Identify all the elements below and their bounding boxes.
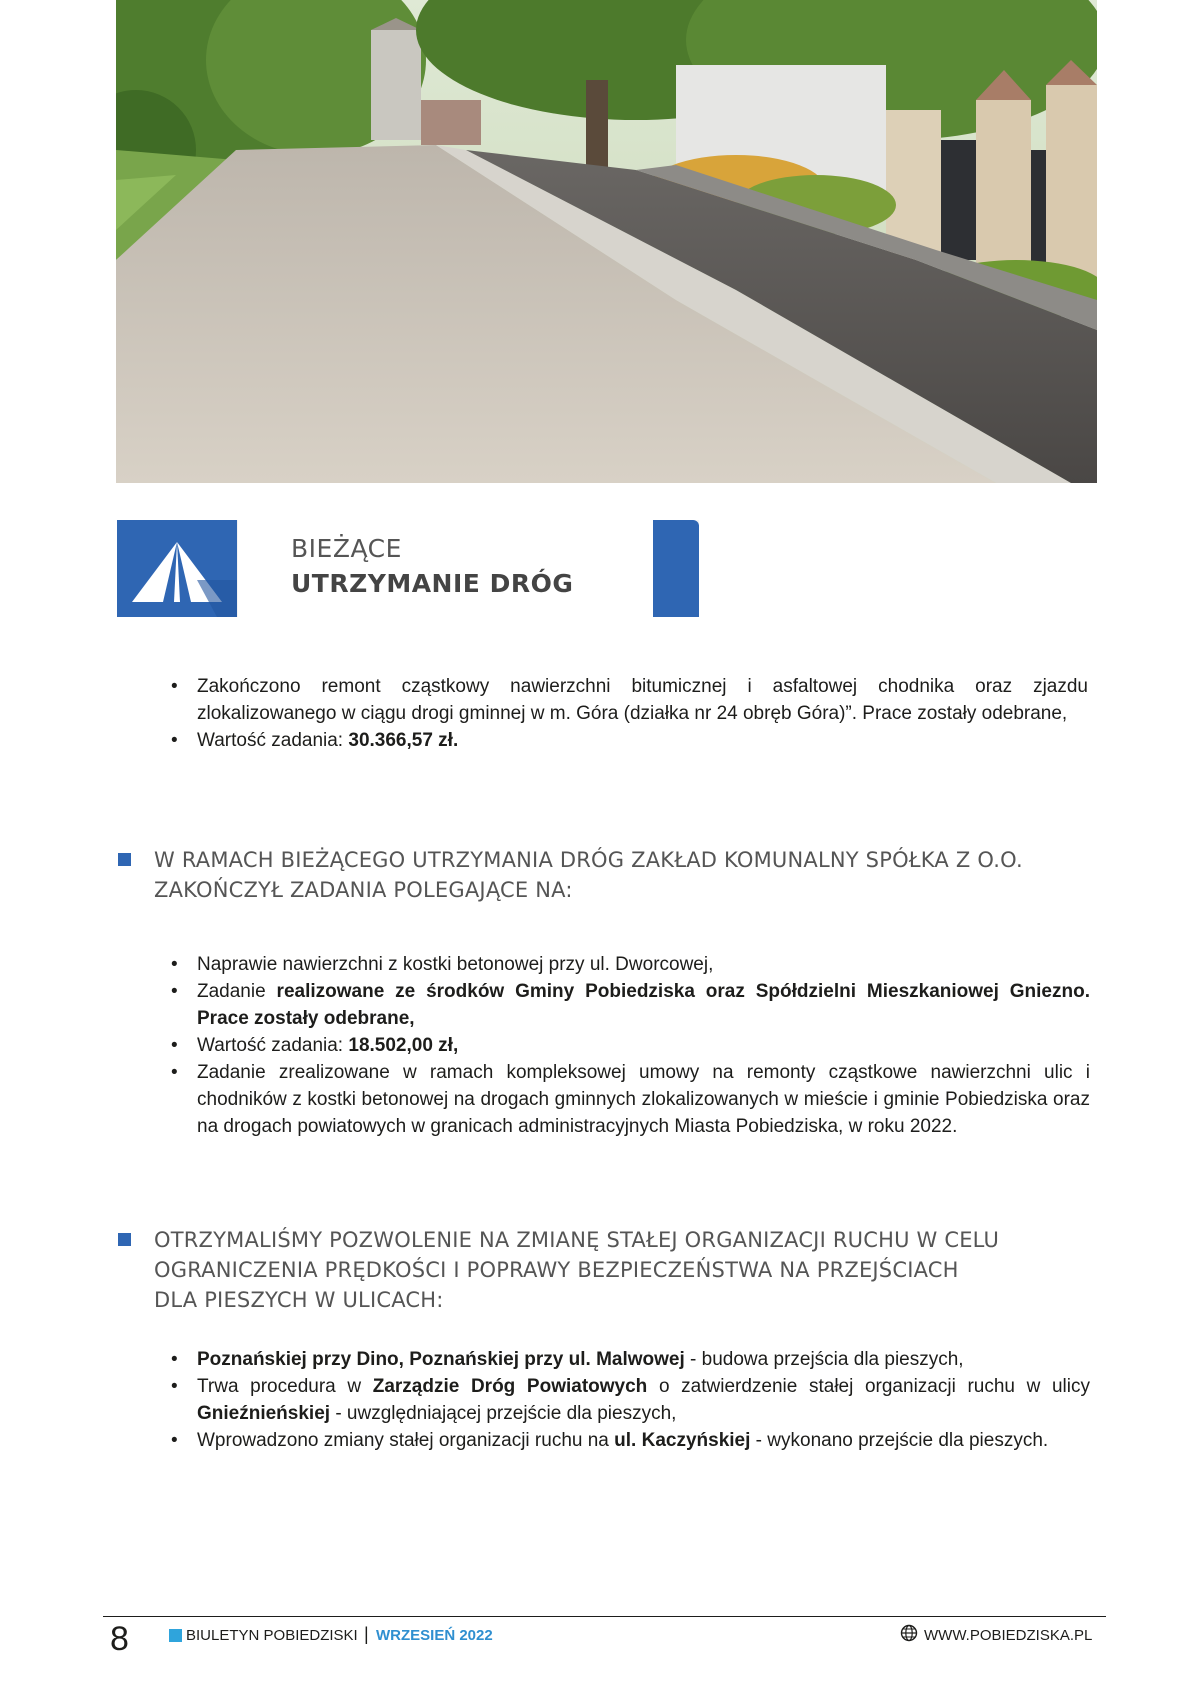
- heading-square-marker: [118, 1233, 131, 1246]
- list-completed-repair: [171, 673, 1088, 754]
- section-title-line1: BIEŻĄCE: [291, 534, 402, 563]
- list-item: • Wartość zadania: 18.502,00 zł,: [171, 1032, 1090, 1059]
- list-item: • Zadanie zrealizowane w ramach kompleksowej umowy na remonty cząstkowe nawierzchni ulic i chodników z kostki betonowej na drogach gminnych zlokalizowanych w mieście i gminie Pobiedziska oraz na drogach powiatowych w granicach administracyjnych Miasta Pobiedziska, w roku 2022.: [171, 1059, 1090, 1140]
- footer-divider: [103, 1616, 1106, 1617]
- footer-month: WRZESIEŃ 2022: [376, 1627, 493, 1644]
- list-item: • Poznańskiej przy Dino, Poznańskiej przy ul. Malwowej - budowa przejścia dla pieszych,: [171, 1346, 1090, 1373]
- globe-icon: [900, 1624, 918, 1642]
- header-photo-road: [116, 0, 1097, 483]
- footer-square-marker: [169, 1629, 182, 1642]
- list-item: • Wartość zadania: 30.366,57 zł.: [171, 727, 1088, 754]
- list-item: • Zadanie realizowane ze środków Gminy Pobiedziska oraz Spółdzielni Mieszkaniowej Gniezno. Prace zostały odebrane,: [171, 978, 1090, 1032]
- page-number: 8: [110, 1620, 129, 1658]
- list-item: • Trwa procedura w Zarządzie Dróg Powiatowych o zatwierdzenie stałej organizacji ruchu w ulicy Gnieźnieńskiej - uwzględniającej przejście dla pieszych,: [171, 1373, 1090, 1427]
- section-tab: [653, 520, 699, 617]
- heading-square-marker: [118, 853, 131, 866]
- list-item: • Naprawie nawierzchni z kostki betonowej przy ul. Dworcowej,: [171, 951, 1090, 978]
- footer-website-link[interactable]: WWW.POBIEDZISKA.PL: [924, 1627, 1093, 1644]
- list-maintenance-tasks: [171, 951, 1090, 1140]
- list-item: • Zakończono remont cząstkowy nawierzchni bitumicznej i asfaltowej chodnika oraz zjazdu zlokalizowanego w ciągu drogi gminnej w m. Góra (działka nr 24 obręb Góra)”. Prace zostały odebrane,: [171, 673, 1088, 727]
- list-item: • Wprowadzono zmiany stałej organizacji ruchu na ul. Kaczyńskiej - wykonano przejście dla pieszych.: [171, 1427, 1090, 1454]
- section-heading-maintenance: W RAMACH BIEŻĄCEGO UTRZYMANIA DRÓG ZAKŁAD KOMUNALNY SPÓŁKA Z O.O. ZAKOŃCZYŁ ZADANIA POLEGAJĄCE NA:: [118, 845, 1078, 905]
- task-value: 30.366,57 zł.: [348, 730, 459, 751]
- task-value: 18.502,00 zł,: [348, 1035, 459, 1056]
- section-header: [117, 520, 699, 617]
- footer-separator: |: [364, 1624, 369, 1644]
- list-pedestrian-crossings: [171, 1346, 1090, 1454]
- section-title-line2: UTRZYMANIE DRÓG: [291, 569, 574, 598]
- footer-publication: BIULETYN POBIEDZISKI: [186, 1627, 358, 1644]
- section-heading-traffic-permit: OTRZYMALIŚMY POZWOLENIE NA ZMIANĘ STAŁEJ ORGANIZACJI RUCHU W CELU OGRANICZENIA PRĘDKOŚCI I POPRAWY BEZPIECZEŃSTWA NA PRZEJŚCIACH DLA PIESZYCH W ULICACH:: [118, 1225, 1078, 1315]
- road-icon: [117, 520, 237, 617]
